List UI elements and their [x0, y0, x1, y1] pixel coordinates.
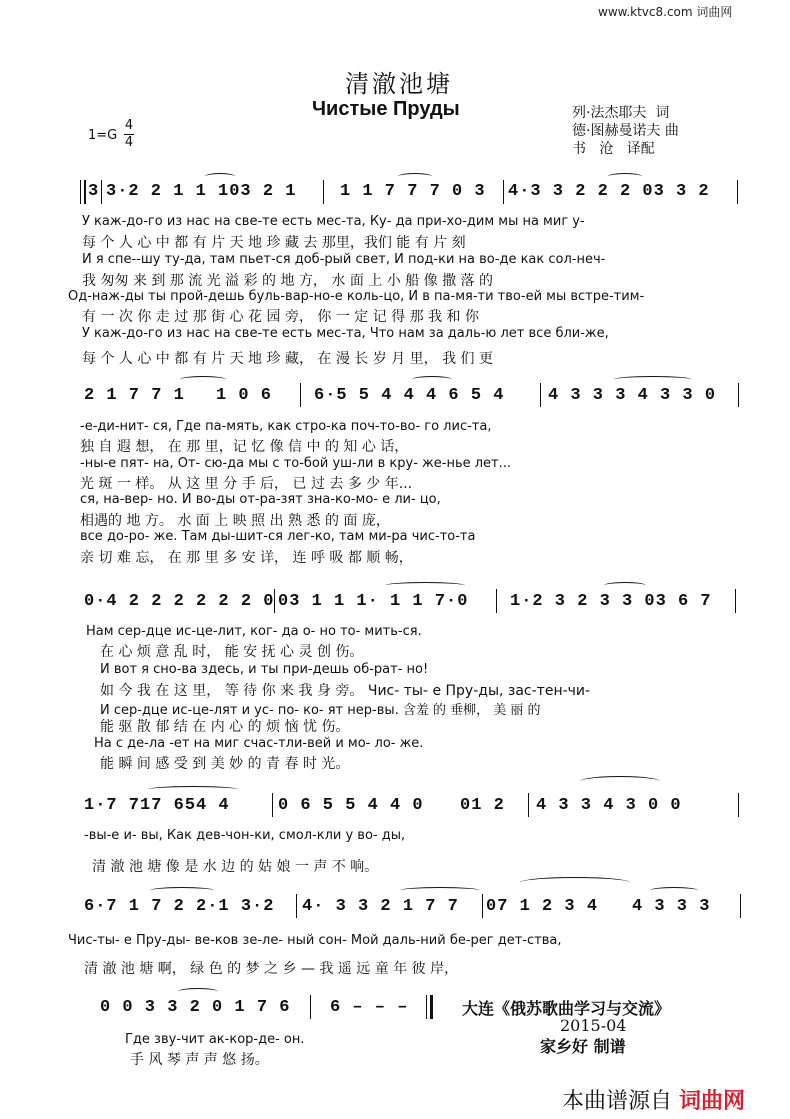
credits	[572, 104, 679, 158]
footer-publication: 大连《俄苏歌曲学习与交流》	[462, 999, 671, 1018]
row5-measure-3: 07 1 2 3 4	[486, 897, 599, 916]
row1-measure-3: 1 1 7 7 7 0 3	[340, 182, 486, 201]
row1-measure-2: 3·2 2 1 1 103 2 1	[106, 182, 297, 201]
row4-measure-4: 4 3 3 4 3 0 0	[536, 796, 682, 815]
row3-lyric-2: 在 心 烦 意 乱 时， 能 安 抚 心 灵 创 伤。	[100, 644, 364, 660]
row2-measure-4: 4 3 3 3 4 3 3 0	[548, 386, 717, 405]
row1-lyric-8: 每 个 人 心 中 都 有 片 天 地 珍 藏， 在 漫 长 岁 月 里， 我 们 更	[82, 351, 494, 367]
row1-measure-1: 3	[88, 182, 100, 201]
translator-credit: 书 沧 译配	[572, 141, 655, 157]
row3-lyric-7: На с де-ла -ет на миг счас-тли-вей и мо- ло- же.	[94, 736, 424, 751]
row2-lyric-3: -ны-е пят- на, От- сю-да мы с то-бой уш-ли в кру- же-нье лет...	[80, 456, 512, 471]
title-russian: Чистые Пруды	[312, 98, 460, 120]
row2-lyric-4: 光 斑 一 样。 从 这 里 分 手 后， 已 过 去 多 少 年...	[80, 476, 413, 492]
row1-lyric-7: У каж-до-го из нас на све-те есть мес-та, Что нам за даль-ю лет все бли-же,	[82, 326, 609, 341]
row1-lyric-5: Од-наж-ды ты прой-дешь буль-вар-но-е коль-цо, И в па-мя-ти тво-ей мы встре-тим-	[68, 289, 645, 304]
row1-lyric-3: И я спе--шу ту-да, там пьет-ся доб-рый свет, И под-ки на во-де как сол-неч-	[82, 252, 606, 267]
lyricist-credit: 列·法杰耶夫 词	[572, 105, 670, 121]
row3-lyric-4: 如 今 我 在 这 里， 等 待 你 来 我 身 旁。 Чис- ты- е Пру-ды, зас-тен-чи-	[100, 683, 591, 699]
source-attribution	[562, 1084, 745, 1115]
source-brand-link[interactable]: 词曲网	[679, 1089, 746, 1114]
time-sig-bottom: 4	[124, 135, 134, 150]
row3-lyric-3: И вот я сно-ва здесь, и ты при-дешь об-рат- но!	[100, 662, 429, 677]
row6-measure-1: 0 0 3 3 2 0 1 7 6	[100, 998, 291, 1017]
time-signature	[124, 118, 134, 151]
row3-measure-2: 03 1 1 1· 1 1 7·0	[278, 592, 469, 611]
source-label: 本曲谱源自	[562, 1089, 673, 1114]
row3-lyric-8: 能 瞬 间 感 受 到 美 妙 的 青 春 时 光。	[100, 756, 350, 772]
key-signature: 1=G	[88, 128, 118, 143]
row3-lyric-5: И сер-дце ис-це-лят и ус- по- ко- ят нер-вы. 含羞 的 垂柳， 美 丽 的	[100, 703, 541, 718]
row5-lyric-2: 清 澈 池 塘 啊， 绿 色 的 梦 之 乡 — 我 遥 远 童 年 彼 岸，	[84, 961, 459, 977]
site-url: www.ktvc8.com 词曲网	[598, 5, 733, 19]
row3-measure-1: 0·4 2 2 2 2 2 2 0	[84, 592, 275, 611]
footer-date: 2015-04	[560, 1016, 627, 1035]
time-sig-top: 4	[124, 118, 134, 133]
row4-measure-3: 01 2	[460, 796, 505, 815]
row2-lyric-5: ся, на-вер- но. И во-ды от-ра-зят зна-ко-мо- е ли- цо,	[80, 492, 441, 507]
row2-lyric-8: 亲 切 难 忘， 在 那 里 多 安 详， 连 呼 吸 都 顺 畅，	[80, 550, 413, 566]
row2-lyric-1: -е-ди-нит- ся, Где па-мять, как стро-ка поч-то-во- го лис-та,	[80, 419, 492, 434]
row4-lyric-1: -вы-е и- вы, Как дев-чон-ки, смол-кли у во- ды,	[84, 828, 406, 843]
row4-lyric-2: 清 澈 池 塘 像 是 水 边 的 姑 娘 一 声 不 响。	[92, 859, 379, 875]
row5-measure-2: 4· 3 3 2 1 7 7	[302, 897, 459, 916]
row4-measure-1: 1·7 717 654 4	[84, 796, 230, 815]
row6-lyric-2: 手 风 琴 声 声 悠 扬。	[130, 1052, 269, 1068]
row6-lyric-1: Где зву-чит ак-кор-де- он.	[125, 1032, 305, 1047]
row2-measure-2: 1 0 6	[216, 386, 273, 405]
row3-measure-3: 1·2 3 2 3 3 03 6 7	[510, 592, 712, 611]
row1-measure-4: 4·3 3 2 2 2 03 3 2	[508, 182, 710, 201]
row2-measure-1: 2 1 7 7 1	[84, 386, 185, 405]
row5-measure-1: 6·7 1 7 2 2·1 3·2	[84, 897, 275, 916]
title-chinese: 清澈池塘	[345, 70, 453, 98]
row2-measure-3: 6·5 5 4 4 4 6 5 4	[314, 386, 505, 405]
row1-lyric-2: 每 个 人 心 中 都 有 片 天 地 珍 藏 去 那里，我们 能 有 片 刻	[82, 235, 466, 251]
row5-lyric-1: Чис-ты- е Пру-ды- ве-ков зе-ле- ный сон- Мой даль-ний бе-рег дет-ства,	[68, 933, 562, 948]
composer-credit: 德·图赫曼诺夫 曲	[572, 123, 679, 139]
footer-transcriber: 家乡好 制谱	[540, 1037, 626, 1056]
row5-measure-4: 4 3 3 3	[632, 897, 711, 916]
row1-lyric-4: 我 匆匆 来 到 那 流 光 溢 彩 的 地 方， 水 面 上 小 船 像 撒 落 的	[82, 273, 494, 289]
row2-lyric-7: все до-ро- же. Там ды-шит-ся лег-ко, там ми-ра чис-то-та	[80, 529, 476, 544]
row6-measure-2: 6 – – –	[330, 998, 409, 1017]
row3-lyric-6: 能 驱 散 郁 结 在 内 心 的 烦 恼 忧 伤。	[100, 719, 350, 735]
row3-lyric-1: Нам сер-дце ис-це-лит, ког- да о- но то- мить-ся.	[86, 624, 422, 639]
row1-lyric-1: У каж-до-го из нас на све-те есть мес-та, Ку- да при-хо-дим мы на миг у-	[82, 214, 585, 229]
row2-lyric-6: 相遇的 地 方。 水 面 上 映 照 出 熟 悉 的 面 庞，	[80, 513, 390, 529]
row1-lyric-6: 有 一 次 你 走 过 那 街 心 花 园 旁， 你 一 定 记 得 那 我 和 你	[82, 309, 480, 325]
row2-lyric-2: 独 自 遐 想， 在 那 里，记 忆 像 信 中 的 知 心 话，	[80, 439, 409, 455]
row4-measure-2: 0 6 5 5 4 4 0	[278, 796, 424, 815]
